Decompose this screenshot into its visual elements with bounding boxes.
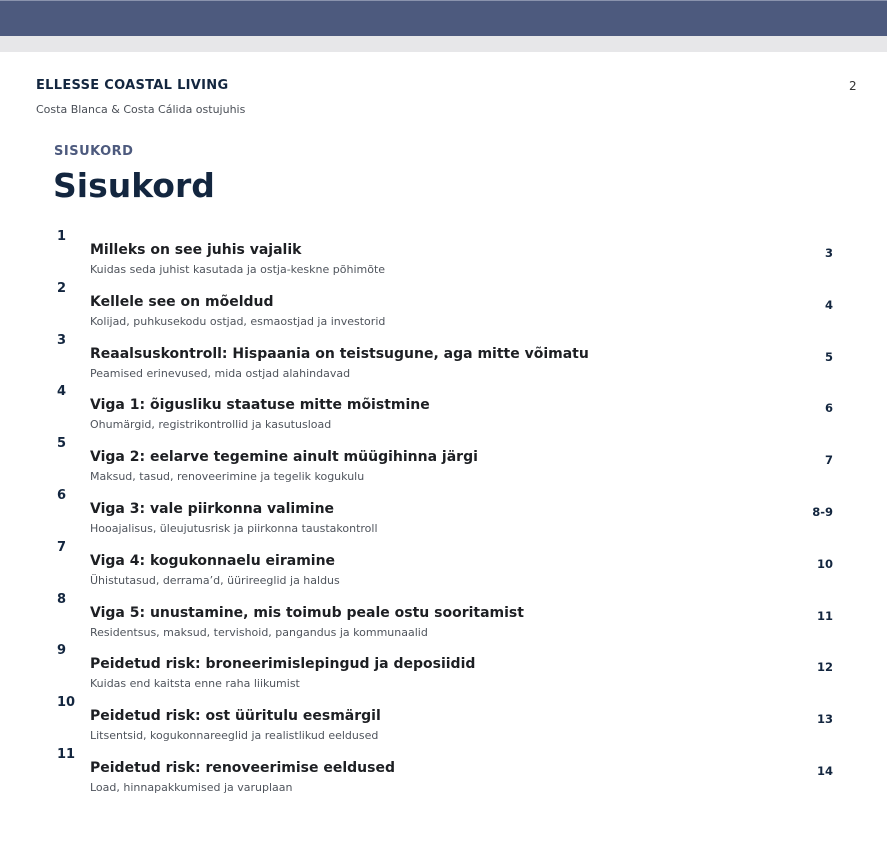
toc-entry-page: 7 (824, 453, 833, 468)
page-number: 2 (849, 79, 857, 93)
toc-entry[interactable] (0, 642, 887, 694)
toc-entry[interactable] (0, 746, 887, 798)
toc-entry-title: Viga 2: eelarve tegemine ainult müügihinna järgi (90, 449, 478, 466)
section-eyebrow: SISUKORD (54, 144, 134, 159)
toc-entry-page: 13 (816, 712, 833, 727)
toc-entry-page: 3 (824, 246, 833, 260)
sub-banner (0, 36, 887, 52)
toc-entry-index: 1 (57, 229, 67, 244)
toc-entry-title: Viga 1: õigusliku staatuse mitte mõistmine (90, 397, 430, 414)
toc-entry-page: 6 (824, 401, 833, 416)
toc-entry[interactable] (0, 487, 887, 539)
toc-entry[interactable] (0, 539, 887, 591)
toc-entry-title: Viga 3: vale piirkonna valimine (90, 500, 335, 517)
toc-entry-index: 6 (57, 487, 67, 503)
page-title: Sisukord (53, 166, 215, 205)
brand-subtitle: Costa Blanca & Costa Cálida ostujuhis (36, 103, 246, 116)
toc-entry-index: 2 (57, 280, 67, 296)
toc-entry-index: 4 (57, 384, 67, 400)
toc-entry-description: Litsentsid, kogukonnareeglid ja realistlikud eeldused (90, 729, 379, 743)
toc-entry-title: Reaalsuskontroll: Hispaania on teistsugune, aga mitte võimatu (90, 345, 589, 362)
toc-entry-index: 5 (57, 436, 67, 452)
toc-entry-index: 7 (57, 539, 67, 555)
brand-name: ELLESSE COASTAL LIVING (36, 78, 229, 93)
toc-entry-index: 3 (57, 332, 67, 348)
table-of-contents (0, 228, 887, 798)
toc-entry-title: Viga 4: kogukonnaelu eiramine (90, 552, 336, 569)
toc-entry[interactable] (0, 332, 887, 384)
toc-entry-description: Kolijad, puhkusekodu ostjad, esmaostjad ja investorid (90, 314, 386, 328)
toc-entry-description: Maksud, tasud, renoveerimine ja tegelik kogukulu (90, 470, 365, 484)
toc-entry-title: Peidetud risk: renoveerimise eeldused (90, 759, 395, 776)
toc-entry[interactable] (0, 228, 887, 280)
toc-entry-page: 12 (816, 660, 833, 675)
toc-entry[interactable] (0, 383, 887, 435)
toc-entry-page: 11 (816, 608, 833, 623)
toc-entry-index: 9 (57, 643, 67, 659)
toc-entry-title: Milleks on see juhis vajalik (90, 242, 302, 258)
toc-entry-description: Hooajalisus, üleujutusrisk ja piirkonna taustakontroll (90, 521, 378, 535)
toc-entry-title: Kellele see on mõeldud (90, 293, 274, 310)
toc-entry-page: 5 (824, 349, 833, 364)
toc-entry-title: Viga 5: unustamine, mis toimub peale ostu sooritamist (90, 604, 524, 621)
toc-entry-title: Peidetud risk: ost üüritulu eesmärgil (90, 708, 381, 725)
toc-entry-description: Ohumärgid, registrikontrollid ja kasutusload (90, 418, 332, 432)
toc-entry[interactable] (0, 435, 887, 487)
toc-entry-description: Peamised erinevused, mida ostjad alahindavad (90, 366, 351, 380)
toc-entry-page: 14 (816, 763, 833, 778)
toc-entry[interactable] (0, 591, 887, 643)
toc-entry-title: Peidetud risk: broneerimislepingud ja deposiidid (90, 656, 476, 673)
toc-entry-index: 11 (57, 746, 76, 762)
top-banner (0, 0, 887, 36)
toc-entry-index: 8 (57, 591, 67, 607)
toc-entry-page: 4 (824, 297, 833, 312)
toc-entry-description: Kuidas seda juhist kasutada ja ostja-keskne põhimõte (90, 263, 386, 276)
toc-entry-page: 10 (816, 556, 833, 571)
toc-entry-description: Load, hinnapakkumised ja varuplaan (90, 780, 293, 794)
toc-entry[interactable] (0, 280, 887, 332)
toc-entry-description: Ühistutasud, derrama’d, üürireeglid ja haldus (90, 573, 340, 587)
toc-entry-description: Kuidas end kaitsta enne raha liikumist (90, 677, 300, 691)
toc-entry[interactable] (0, 694, 887, 746)
toc-entry-description: Residentsus, maksud, tervishoid, pangandus ja kommunaalid (90, 625, 428, 639)
toc-entry-page: 8-9 (812, 504, 833, 519)
toc-entry-index: 10 (57, 695, 76, 711)
